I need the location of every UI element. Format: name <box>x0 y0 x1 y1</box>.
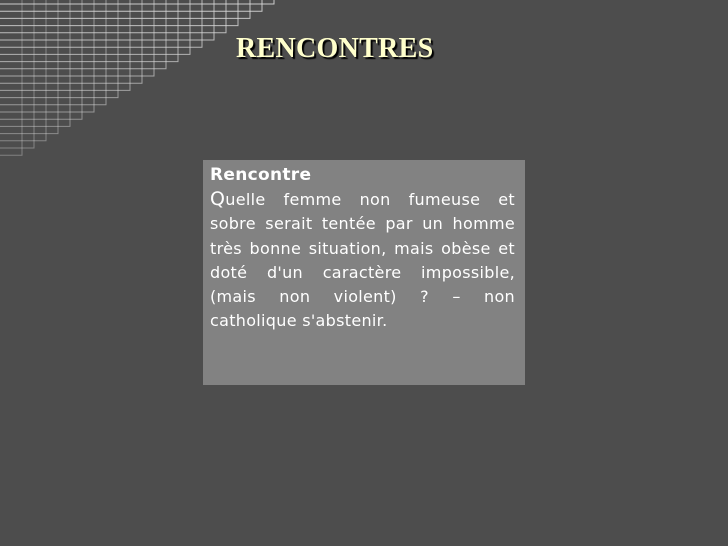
ad-body <box>210 187 515 334</box>
decorative-line <box>0 0 58 134</box>
decorative-line <box>0 0 250 18</box>
decorative-line <box>0 0 262 11</box>
decorative-line <box>0 0 130 90</box>
decorative-line <box>0 0 166 69</box>
decorative-line <box>0 0 22 155</box>
decorative-corner-lines <box>0 0 290 180</box>
decorative-line <box>0 0 178 62</box>
decorative-line <box>0 0 94 112</box>
slide-title: RENCONTRES <box>236 33 434 64</box>
decorative-line <box>0 0 190 54</box>
decorative-line <box>0 0 106 105</box>
decorative-line <box>0 0 142 83</box>
decorative-line <box>0 0 34 148</box>
ad-heading: Rencontre <box>210 165 312 185</box>
classified-ad-clipping <box>203 160 525 385</box>
ad-body-text: uelle femme non fumeuse et sobre serait tentée par un homme très bonne situation, mais obèse et doté d'un caractère impossible, (mais non violent) ? – non catholique s'abstenir. <box>210 190 515 331</box>
decorative-line <box>0 0 274 4</box>
ad-drop-letter: Q <box>210 188 226 210</box>
decorative-line <box>0 0 214 40</box>
decorative-line <box>0 0 70 126</box>
